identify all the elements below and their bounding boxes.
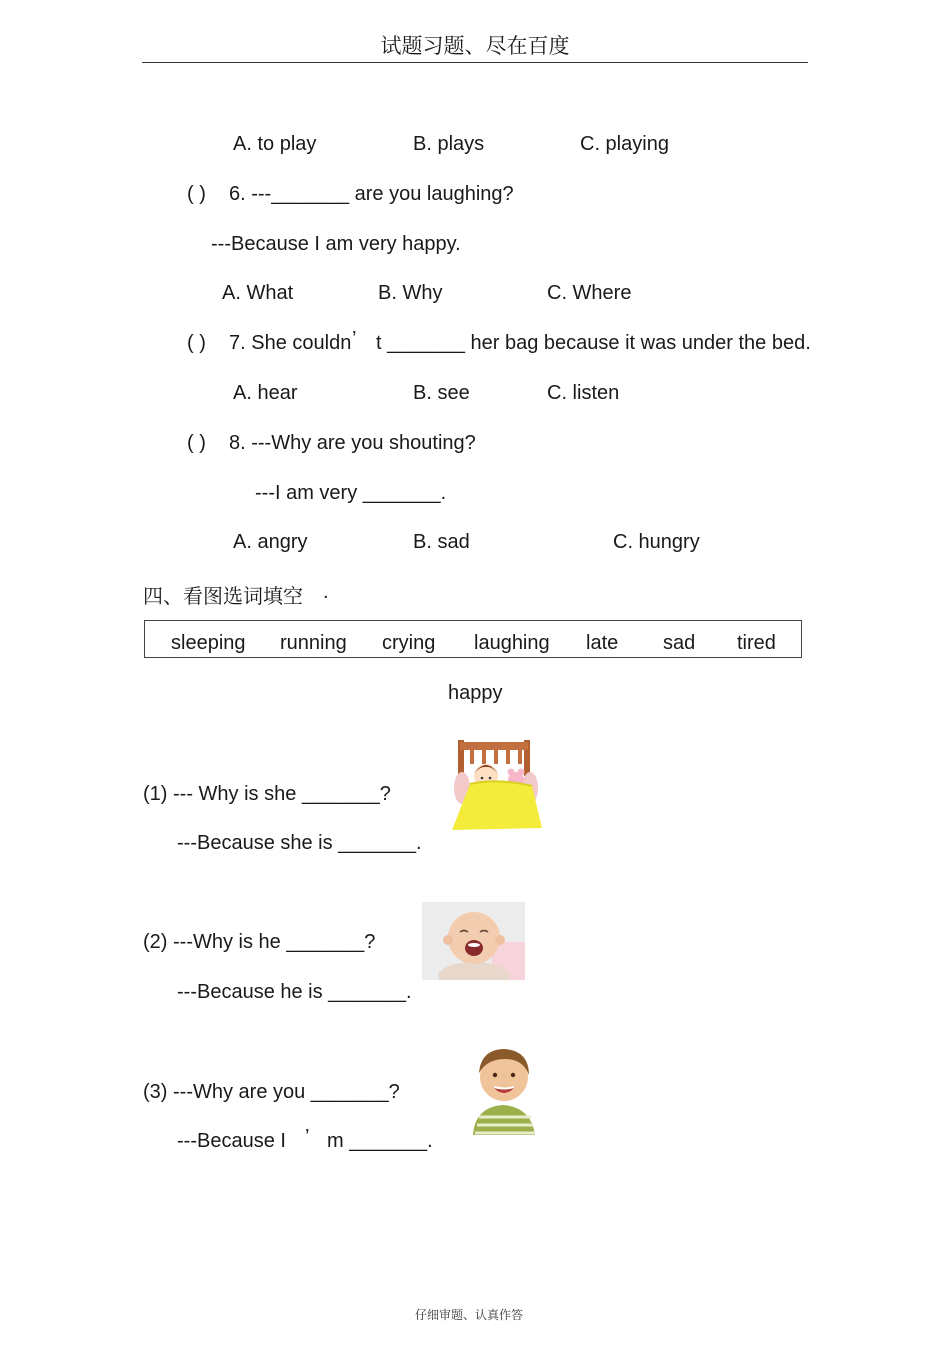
q8-stem: 8. ---Why are you shouting? bbox=[229, 432, 476, 454]
q6-answer-bracket: ( ) bbox=[187, 183, 206, 205]
q7-option-b: B. see bbox=[413, 382, 470, 404]
q7-option-a: A. hear bbox=[233, 382, 298, 404]
q6-option-c: C. Where bbox=[547, 282, 632, 304]
picture-answer-3-apostrophe: ’ bbox=[305, 1126, 310, 1148]
q8-option-a: A. angry bbox=[233, 531, 308, 553]
section-4-heading: 四、看图选词填空 bbox=[143, 584, 303, 608]
section-4-heading-dot: . bbox=[323, 581, 329, 603]
page-footer-text: 仔细审题、认真作答 bbox=[414, 1308, 523, 1322]
q5-option-a: A. to play bbox=[233, 133, 317, 155]
word-bank-item: tired bbox=[737, 632, 776, 654]
q7-option-c: C. listen bbox=[547, 382, 620, 404]
baby-crying-image bbox=[422, 902, 525, 980]
picture-answer-3-part2: m _______. bbox=[327, 1130, 433, 1152]
q7-stem-part2: t _______ her bag because it was under the bed. bbox=[376, 332, 811, 354]
q8-answer-line: ---I am very _______. bbox=[255, 482, 447, 504]
picture-question-1: (1) --- Why is she _______? bbox=[143, 783, 391, 805]
q7-stem-part1: 7. She couldn bbox=[229, 332, 352, 354]
q8-option-b: B. sad bbox=[413, 531, 470, 553]
boy-laughing-image bbox=[433, 1043, 567, 1135]
header-divider bbox=[142, 62, 808, 63]
q5-option-b: B. plays bbox=[413, 133, 485, 155]
word-bank-item: laughing bbox=[474, 632, 550, 654]
word-bank-item: crying bbox=[382, 632, 436, 654]
picture-question-2: (2) ---Why is he _______? bbox=[143, 931, 376, 953]
picture-question-3: (3) ---Why are you _______? bbox=[143, 1081, 400, 1103]
q7-answer-bracket: ( ) bbox=[187, 332, 206, 354]
q8-answer-bracket: ( ) bbox=[187, 432, 206, 454]
picture-answer-2: ---Because he is _______. bbox=[177, 981, 412, 1003]
q6-answer-line: ---Because I am very happy. bbox=[211, 233, 461, 255]
girl-sleeping-in-bed-image bbox=[448, 736, 548, 832]
q7-apostrophe: ’ bbox=[352, 328, 357, 350]
q8-option-c: C. hungry bbox=[613, 531, 700, 553]
q6-stem: 6. ---_______ are you laughing? bbox=[229, 183, 514, 205]
picture-answer-1: ---Because she is _______. bbox=[177, 832, 422, 854]
word-bank-item: running bbox=[280, 632, 347, 654]
word-bank-item: late bbox=[586, 632, 619, 654]
picture-answer-3-part1: ---Because I bbox=[177, 1130, 286, 1152]
word-bank-item-overflow: happy bbox=[448, 682, 503, 704]
word-bank-item: sad bbox=[663, 632, 696, 654]
page-header-title: 试题习题、尽在百度 bbox=[380, 34, 570, 58]
q6-option-a: A. What bbox=[222, 282, 294, 304]
q5-option-c: C. playing bbox=[580, 133, 669, 155]
q6-option-b: B. Why bbox=[378, 282, 443, 304]
word-bank-item: sleeping bbox=[171, 632, 246, 654]
